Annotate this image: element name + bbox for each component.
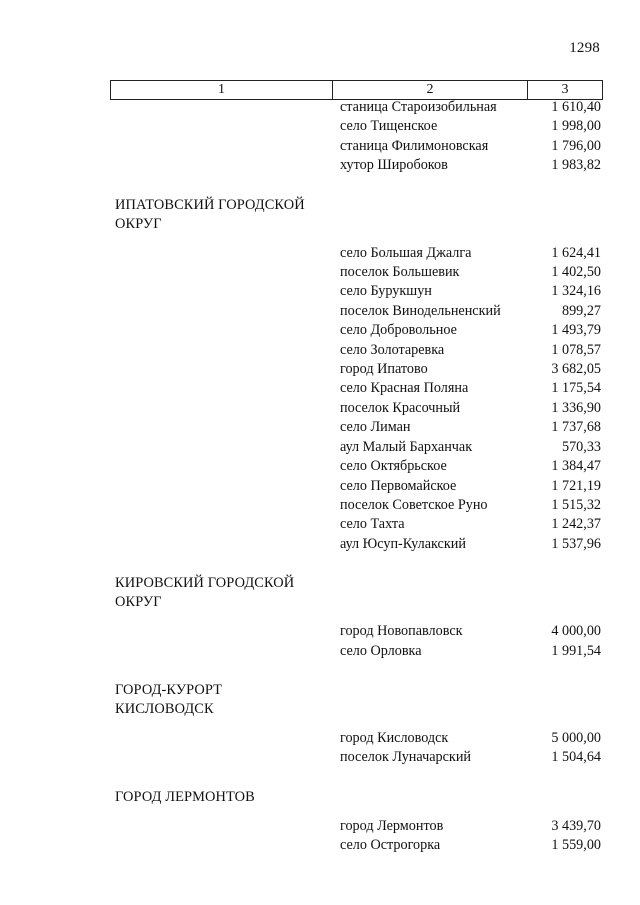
table-row — [0, 418, 640, 437]
settlement-name: поселок Большевик — [340, 264, 460, 281]
settlement-value: 4 000,00 — [551, 623, 601, 640]
settlement-value: 1 721,19 — [551, 477, 601, 494]
settlement-value: 1 983,82 — [551, 157, 601, 174]
table-row — [0, 515, 640, 534]
column-header-1: 1 — [111, 81, 333, 99]
settlement-value: 1 624,41 — [551, 244, 601, 261]
settlement-name: станица Филимоновская — [340, 137, 489, 154]
settlement-name: город Кисловодск — [340, 729, 449, 746]
district-title — [115, 574, 640, 612]
settlement-name: село Лиман — [340, 419, 411, 436]
district-title-line: ГОРОД-КУРОРТ — [115, 681, 223, 698]
spacer — [0, 768, 640, 788]
table-row — [0, 817, 640, 836]
continuation-rows — [0, 98, 640, 176]
settlement-value: 1 796,00 — [551, 137, 601, 154]
spacer — [0, 612, 640, 622]
settlement-value: 1 515,32 — [551, 496, 601, 513]
table-row — [0, 535, 640, 554]
settlement-name: село Октябрьское — [340, 458, 447, 475]
settlement-value: 3 439,70 — [551, 817, 601, 834]
district-title-line: ОКРУГ — [115, 594, 162, 611]
spacer — [0, 807, 640, 817]
settlement-name: станица Староизобильная — [340, 99, 497, 115]
table-row — [0, 642, 640, 661]
table-row — [0, 341, 640, 360]
settlement-name: город Новопавловск — [340, 623, 463, 640]
table-row — [0, 496, 640, 515]
table-body — [0, 98, 640, 856]
settlement-value: 1 991,54 — [551, 642, 601, 659]
settlement-name: село Острогорка — [340, 837, 441, 854]
table-row — [0, 263, 640, 282]
table-row — [0, 321, 640, 340]
table-row — [0, 302, 640, 321]
settlement-value: 1 559,00 — [551, 837, 601, 854]
settlement-value: 1 998,00 — [551, 118, 601, 135]
settlement-value: 1 078,57 — [551, 341, 601, 358]
spacer — [0, 176, 640, 196]
district-title — [115, 788, 640, 807]
settlement-value: 899,27 — [561, 302, 601, 319]
table-row — [0, 399, 640, 418]
settlement-name: село Большая Джалга — [340, 244, 472, 261]
district-title — [115, 196, 640, 234]
settlement-name: аул Малый Барханчак — [340, 438, 473, 455]
table-row — [0, 836, 640, 855]
spacer — [0, 719, 640, 729]
settlement-name: поселок Красочный — [340, 399, 461, 416]
table-row — [0, 457, 640, 476]
settlement-name: село Орловка — [340, 642, 422, 659]
settlement-name: село Тахта — [340, 516, 405, 533]
settlement-name: село Золотаревка — [340, 341, 445, 358]
settlement-name: аул Юсуп-Кулакский — [340, 535, 466, 552]
district-title-line: КИСЛОВОДСК — [115, 700, 214, 717]
table-header — [110, 80, 603, 100]
column-header-3: 3 — [561, 82, 569, 97]
district-title — [115, 681, 640, 719]
settlement-name: село Первомайское — [340, 477, 457, 494]
table-row — [0, 360, 640, 379]
district-title-line: ОКРУГ — [115, 215, 162, 232]
table-row — [0, 244, 640, 263]
settlement-value: 1 537,96 — [551, 535, 601, 552]
settlement-value: 3 682,05 — [551, 361, 601, 378]
table-row — [0, 729, 640, 748]
settlement-value: 1 504,64 — [551, 749, 601, 766]
settlement-name: поселок Советское Руно — [340, 496, 488, 513]
settlement-value: 1 384,47 — [551, 458, 601, 475]
spacer — [0, 554, 640, 574]
settlement-value: 5 000,00 — [551, 729, 601, 746]
table-row — [0, 477, 640, 496]
settlement-name: село Добровольное — [340, 322, 457, 339]
table-row — [0, 438, 640, 457]
settlement-value: 570,33 — [561, 438, 601, 455]
table-row — [0, 282, 640, 301]
settlement-name: город Лермонтов — [340, 817, 444, 834]
settlement-name: поселок Луначарский — [340, 749, 472, 766]
column-header-2: 2 — [333, 81, 528, 99]
table-row — [0, 748, 640, 767]
page-number: 1298 — [569, 40, 600, 56]
settlement-name: село Тищенское — [340, 118, 438, 135]
settlement-value: 1 402,50 — [551, 264, 601, 281]
settlement-name: село Бурукшун — [340, 283, 432, 300]
table-row — [0, 622, 640, 641]
spacer — [0, 661, 640, 681]
district-title-line: КИРОВСКИЙ ГОРОДСКОЙ — [115, 575, 295, 592]
district-title-line: ИПАТОВСКИЙ ГОРОДСКОЙ — [115, 196, 305, 213]
settlement-value: 1 242,37 — [551, 516, 601, 533]
district-title-line: ГОРОД ЛЕРМОНТОВ — [115, 788, 255, 805]
districts-list — [0, 176, 640, 856]
settlement-value: 1 493,79 — [551, 322, 601, 339]
settlement-value: 1 737,68 — [551, 419, 601, 436]
settlement-name: хутор Широбоков — [340, 157, 448, 174]
settlement-name: город Ипатово — [340, 361, 428, 378]
table-row — [0, 156, 640, 175]
settlement-value: 1 324,16 — [551, 283, 601, 300]
settlement-name: поселок Винодельненский — [340, 302, 501, 319]
settlement-name: село Красная Поляна — [340, 380, 469, 397]
table-row — [0, 137, 640, 156]
spacer — [0, 234, 640, 244]
settlement-value: 1 175,54 — [551, 380, 601, 397]
settlement-value: 1 610,40 — [551, 99, 601, 115]
table-row — [0, 98, 640, 117]
settlement-value: 1 336,90 — [551, 399, 601, 416]
table-row — [0, 379, 640, 398]
table-row — [0, 117, 640, 136]
